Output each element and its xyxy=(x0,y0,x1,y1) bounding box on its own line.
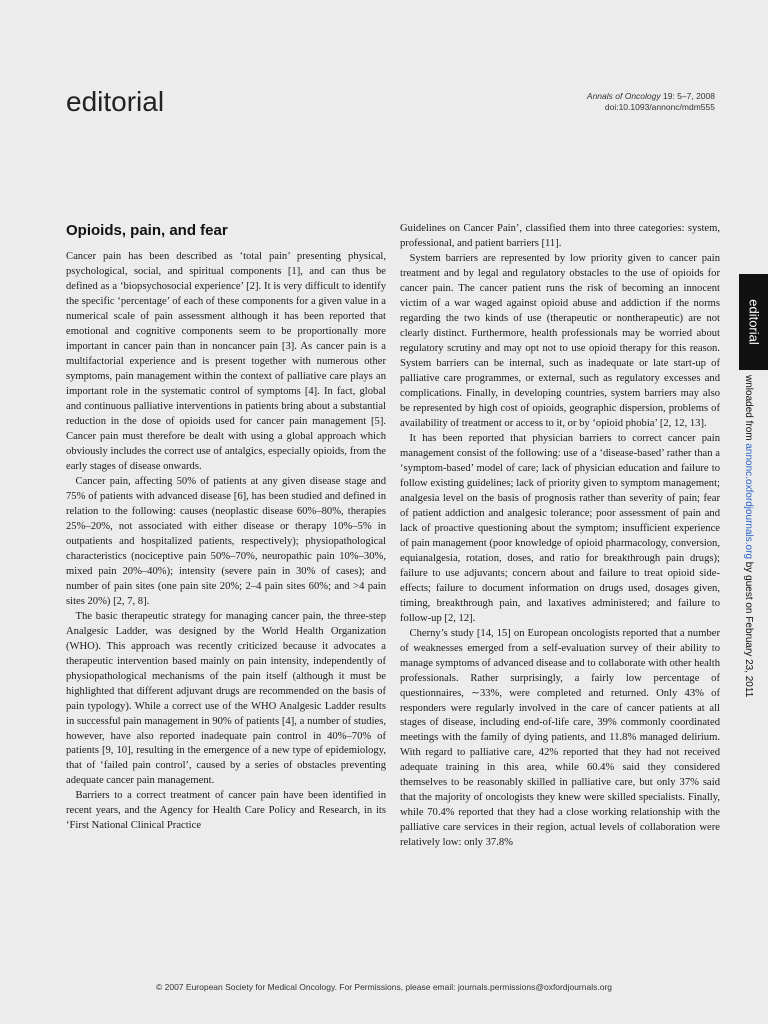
journal-citation xyxy=(587,91,715,112)
paragraph: Guidelines on Cancer Pain’, classified them into three categories: system, professional, and patient barriers [11]. xyxy=(400,223,720,249)
paragraph: It has been reported that physician barriers to correct cancer pain management consist of the following: use of a ‘disease-based’ rather than a ‘symptom-based’ model of care; lack of physician education and failure to follow existing guidelines; lack of priority given to symptom management; analgesia level on the basis of prognosis rather than severity of pain; fear of patient addiction and analgesic tolerance; poor assessment of pain and lack of proactive questioning about the symptom; insufficient experience of pain management (poor knowledge of opioid pharmacology, conversion, equianalgesia, rotation, doses, and ratio for breakthrough pain drugs); failure to use adjuvants; concern about and failure to treat opioid side-effects; failure to document information on drugs used, dosages given, timing, breakthrough pain, and laxatives administered; and failure to follow-up [2, 12]. xyxy=(400,432,720,624)
download-note xyxy=(744,375,764,705)
section-side-tab xyxy=(739,274,768,370)
paragraph: Cancer pain, affecting 50% of patients at any given disease stage and 75% of patients with advanced disease [6], has been studied and defined in relation to the following: causes (neoplastic disease 60%–80%, therapies 25%–20%, not associated with either disease or therapy 10%–5% in outpatients and hospitalized patients, respectively); physiopathological characteristics (nociceptive pain 50%–70%, neuropathic pain 10%–30%, mixed pain 20%–40%); intensity (severe pain in 30% of cases); and number of pain sites (one pain site 20%; 2–4 pain sites 60%; and >4 pain sites 20%) [2, 7, 8]. xyxy=(66,475,386,607)
left-column xyxy=(66,250,386,990)
section-heading: editorial xyxy=(66,86,165,117)
journal-name: Annals of Oncology xyxy=(586,91,661,101)
paragraph: Cherny’s study [14, 15] on European oncologists reported that a number of weaknesses emerged from a self-evaluation survey of their ability to manage symptoms of advanced disease and to collaborate with other health professionals. Rather surprisingly, a fairly low percentage of questionnaires, ∼33%, were completed and returned. Only 43% of responders were regularly involved in the care of cancer patients at all stages of disease, including end-of-life care, 39% commonly coordinated meetings with the family of dying patients, and 11.8% managed delirium. With regard to palliative care, 42% reported that they had not received adequate training in this area, while 60.4% said they considered themselves to be reasonably skilled in palliative care, but only 37% said that the majority of oncologists they knew were skilled specialists. Finally, while 70.4% reported that they had a close working relationship with the palliative care services in their region, actual levels of collaboration were relatively low: only 37.8% xyxy=(400,627,720,849)
doi: doi:10.1093/annonc/mdm555 xyxy=(604,101,715,112)
journal-site-link[interactable]: annonc.oxfordjournals.org xyxy=(743,443,754,560)
paragraph: System barriers are represented by low priority given to cancer pain treatment and by legal and regulatory obstacles to the use of opioids for cancer pain. The cancer patient runs the risk of becoming an innocent victim of a war waged against opioid abuse and addiction if the norms regarding the two kinds of use (therapeutic or nontherapeutic) are not clearly distinct. Furthermore, health professionals may be worried about regulatory scrutiny and may opt not to use opioid therapy for this reason. System barriers can be internal, such as inadequate or late start-up of palliative care programmes, or external, such as regulatory excesses and complications. Finally, in developing countries, system barriers may also be represented by high cost of opioids, geographic dispersion, problems of availability of treatment or access to it, or by ‘opioid phobia’ [2, 12, 13]. xyxy=(400,252,720,429)
paragraph: Barriers to a correct treatment of cancer pain have been identified in recent years, and the Agency for Health Care Policy and Research, in its ‘First National Clinical Practice xyxy=(66,790,386,832)
copyright-footer: © 2007 European Society for Medical Oncology. For Permissions, please email: journals.permissions@oxfordjournals.org xyxy=(156,982,612,992)
article-title: Opioids, pain, and fear xyxy=(66,222,228,239)
paragraph: The basic therapeutic strategy for managing cancer pain, the three-step Analgesic Ladder, was designed by the World Health Organization (WHO). This approach was recently criticized because it advocates a therapeutic intervention based mainly on pain intensity, independently of physiopathological mechanisms of the pain itself (although it must be highlighted that different adjuvant drugs are recommended on the basis of pain typology). While a correct use of the WHO Analgesic Ladder results in successful pain management in 90% of patients [4], a number of studies, however, have also reported inadequate pain control in 40%–70% of patients [9, 10], resulting in the emergence of a new type of epidemiology, that of ‘failed pain control’, caused by a series of obstacles preventing adequate cancer pain management. xyxy=(66,610,386,787)
download-note-prefix: wnloaded from xyxy=(743,375,754,444)
paragraph: Cancer pain has been described as ‘total pain’ presenting physical, psychological, social, and spiritual components [1], and can thus be defined as a ‘biopsychosocial experience’ [2]. It is very difficult to identify the specific ‘percentage’ of each of these components for a given value in a numerical scale of pain assessment although it has been reported that emotional and cognitive components seem to be proportionally more important in cancer pain than in noncancer pain [3]. As cancer pain is a multifactorial experience and is present together with numerous other symptoms, pain management within the context of palliative care plays an important role in the systematic control of symptoms [4]. In fact, global and continuous palliative interventions in patients bring about a substantial reduction in the dose of opioids used for cancer pain management [5]. Cancer pain must therefore be dealt with using a global approach which obviously includes the correct use of antalgics, especially opioids, from the early stages of disease onwards. xyxy=(66,251,386,472)
journal-issue: 19: 5–7, 2008 xyxy=(663,91,715,101)
side-tab-label: editorial xyxy=(746,299,761,345)
download-note-suffix: by guest on February 23, 2011 xyxy=(743,559,754,698)
right-column xyxy=(400,222,720,962)
